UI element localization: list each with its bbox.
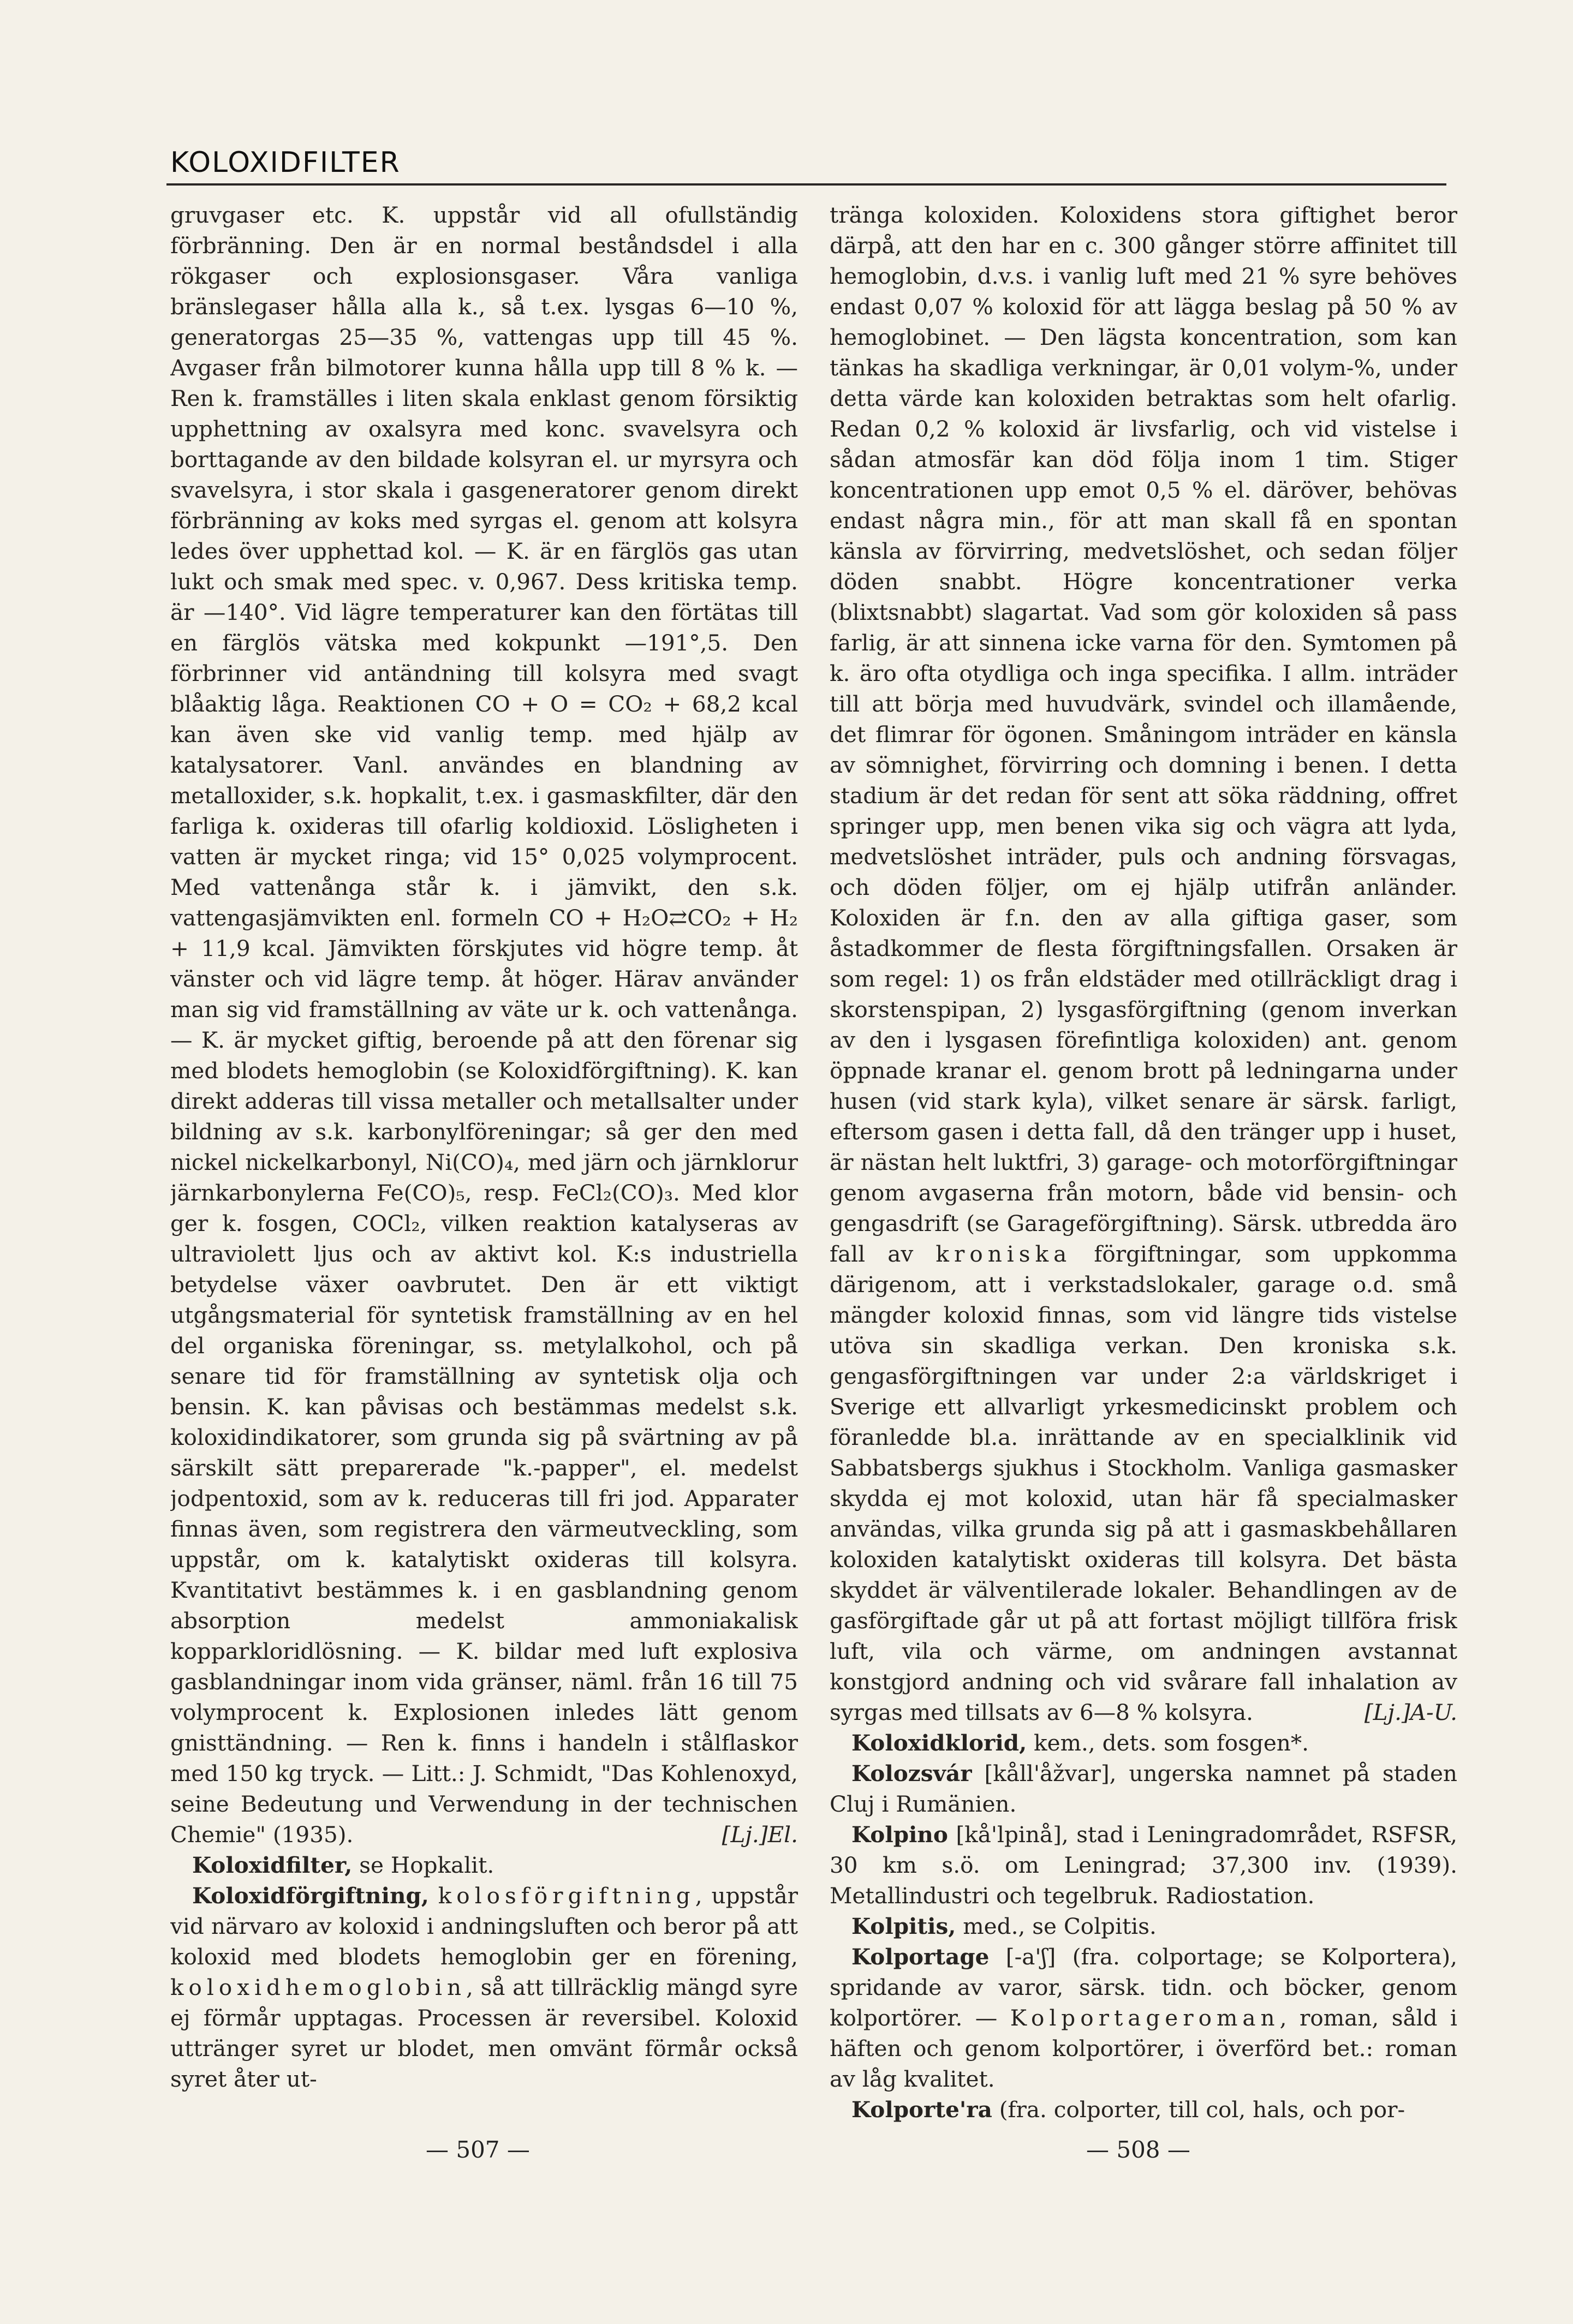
entry-text: , så att tillräcklig mängd syre ej förmår upptagas. Processen är reversibel. Koloxid uttränger syret ur blodet, men omvänt förmår också syret åter ut- — [170, 1974, 798, 2092]
entry-text: tränga koloxiden. Koloxidens stora giftighet beror därpå, att den har en c. 300 gånger större affinitet till hemoglobin, d.v.s. i vanlig luft med 21 % syre behöves endast 0,07 % koloxid för att lägga beslag på 50 % av hemoglobinet. — Den lägsta koncentration, som kan tänkas ha skadliga verkningar, är 0,01 volym-%, under detta värde kan koloxiden betraktas som helt ofarlig. Redan 0,2 % koloxid är livsfarlig, och vid vistelse i sådan atmosfär kan död följa inom 1 tim. Stiger koncentrationen upp emot 0,5 % el. däröver, behövas endast några min., för att man skall få en spontan känsla av förvirring, medvetslöshet, och sedan följer döden snabbt. Högre koncentrationer verka (blixtsnabbt) slagartat. Vad som gör koloxiden så pass farlig, är att sinnena icke varna för den. Symtomen på k. äro ofta otydliga och inga specifika. I allm. inträder till att börja med huvudvärk, svindel och illamående, det flimrar för ögonen. Småningom inträder en känsla av sömnighet, förvirring och domning i benen. I detta stadium är det redan för sent att söka räddning, offret springer upp, men benen vika sig och vägra att lyda, medvetslöshet inträder, puls och andning försvagas, och döden följer, om ej hjälp utifrån anländer. Koloxiden är f.n. den av alla giftiga gaser, som åstadkommer de flesta förgiftningsfallen. Orsaken är som regel: 1) os från eldstäder med otillräckligt drag i skorstenspipan, 2) lysgasförgiftning (genom inverkan av den i lysgasen förefintliga koloxiden) ant. genom öppnade kranar el. genom brott på ledningarna under husen (vid stark kyla), vilket senare är särsk. farligt, eftersom gasen i detta fall, då den tränger upp i huset, är nästan helt luktfri, 3) garage- och motorförgiftningar genom avgaserna från motorn, både vid bensin- och gengasdrift (se Garageförgiftning). Särsk. utbredda äro fall av — [830, 202, 1457, 1267]
left-column — [170, 200, 798, 2131]
entry-text: , roman, såld i häften och genom kolportörer, i överförd bet.: roman av låg kvalitet. — [830, 2005, 1457, 2092]
page-number-right: — 508 — — [1086, 2136, 1190, 2163]
entry-text: förgiftningar, som uppkomma därigenom, att i verkstadslokaler, garage o.d. små mängder koloxid finnas, som vid längre tids vistelse utöva sin skadliga verkan. Den kroniska s.k. gengasförgiftningen var under 2:a världskriget i Sverige ett allvarligt yrkesmedicinskt problem och föranledde bl.a. inrättande av en specialklinik vid Sabbatsbergs sjukhus i Stockholm. Vanliga gasmasker skydda ej mot koloxid, utan här få specialmasker användas, vilka grunda sig på att i gasmaskbehållaren koloxiden katalytiskt oxideras till kolsyra. Det bästa skyddet är välventilerade lokaler. Behandlingen av de gasförgiftade går ut på att fortast möjligt tillföra frisk luft, vila och värme, om andningen avstannat konstgjord andning och vid svårare fall inhalation av syrgas med tillsats av 6—8 % kolsyra. — [830, 1241, 1457, 1725]
spaced-term: koloxidhemoglobin — [170, 1974, 467, 2000]
spaced-term: kolosförgiftning — [438, 1883, 695, 1909]
entry-koloxid-text: gruvgaser etc. K. uppstår vid all ofullständig förbränning. Den är en normal beståndsdel i alla rökgaser och explosionsgaser. Våra vanliga bränslegaser hålla alla k., så t.ex. lysgas 6—10 %, generatorgas 25—35 %, vattengas upp till 45 %. Avgaser från bilmotorer kunna hålla upp till 8 % k. — Ren k. framställes i liten skala enklast genom försiktig upphettning av oxalsyra med konc. svavelsyra och borttagande av den bildade kolsyran el. ur myrsyra och svavelsyra, i stor skala i gasgeneratorer genom direkt förbränning av koks med syrgas el. genom att kolsyra ledes över upphettad kol. — K. är en färglös gas utan lukt och smak med spec. v. 0,967. Dess kritiska temp. är —140°. Vid lägre temperaturer kan den förtätas till en färglös vätska med kokpunkt —191°,5. Den förbrinner vid antändning till kolsyra med svagt blåaktig låga. Reaktionen CO + O = CO₂ + 68,2 kcal kan även ske vid vanlig temp. med hjälp av katalysatorer. Vanl. användes en blandning av metalloxider, s.k. hopkalit, t.ex. i gasmaskfilter, där den farliga k. oxideras till ofarlig koldioxid. Lösligheten i vatten är mycket ringa; vid 15° 0,025 volymprocent. Med vattenånga står k. i jämvikt, den s.k. vattengasjämvikten enl. formeln CO + H₂O⇄CO₂ + H₂ + 11,9 kcal. Jämvikten förskjutes vid högre temp. åt vänster och vid lägre temp. åt höger. Härav använder man sig vid framställning av väte ur k. och vattenånga. — K. är mycket giftig, beroende på att den förenar sig med blodets hemoglobin (se Koloxidförgiftning). K. kan direkt adderas till vissa metaller och metallsalter under bildning av s.k. karbonylföreningar; så ger den med nickel nickelkarbonyl, Ni(CO)₄, med järn och järnklorur järnkarbonylerna Fe(CO)₅, resp. FeCl₂(CO)₃. Med klor ger k. fosgen, COCl₂, vilken reaktion katalyseras av ultraviolett ljus och av aktivt kol. K:s industriella betydelse växer oavbrutet. Den är ett viktigt utgångsmaterial för syntetisk framställning av en hel del organiska föreningar, ss. metylalkohol, och på senare tid för framställning av syntetisk olja och bensin. K. kan påvisas och bestämmas medelst s.k. koloxidindikatorer, som grunda sig på svärtning av på särskilt sätt preparerade "k.-papper", el. medelst jodpentoxid, som av k. reduceras till fri jod. Apparater finnas även, som registrera den värmeutveckling, som uppstår, om k. katalytiskt oxideras till kolsyra. Kvantitativt bestämmes k. i en gasblandning genom absorption medelst ammoniakalisk kopparkloridlösning. — K. bildar med luft explosiva gasblandningar inom vida gränser, näml. från 16 till 75 volymprocent k. Explosionen inledes lätt genom gnisttändning. — Ren k. finns i handeln i stålflaskor med 150 kg tryck. — Litt.: J. Schmidt, "Das Kohlenoxyd, seine Bedeutung und Verwendung in der technischen Chemie" (1935). — [170, 202, 798, 1848]
headword: Koloxidfilter, — [192, 1852, 353, 1878]
spaced-term: Kolportageroman — [1010, 2005, 1280, 2031]
entry-kolpino — [830, 1819, 1457, 1911]
entry-text: med., se Colpitis. — [956, 1913, 1157, 1939]
entry-koloxidforgiftning — [170, 1880, 798, 2094]
headword: Kolpino — [851, 1821, 948, 1848]
spaced-term: kroniska — [936, 1241, 1072, 1267]
entry-kolpitis — [830, 1911, 1457, 1941]
entry-koloxid-continuation — [170, 200, 798, 1850]
header-rule — [166, 183, 1446, 186]
headword: Koloxidklorid, — [851, 1730, 1027, 1756]
entry-text: se Hopkalit. — [352, 1852, 494, 1878]
entry-kolozsvar — [830, 1758, 1457, 1819]
entry-text: [kåll'åžvar], ungerska namnet på staden Cluj i Rumänien. — [830, 1760, 1457, 1817]
entry-text: [-a'ʃ] (fra. colportage; se Kolportera), spridande av varor, särsk. tidn. och böcker, genom kolportörer. — — [830, 1944, 1457, 2031]
headword: Kolpitis, — [851, 1913, 956, 1939]
page-number-left: — 507 — — [426, 2136, 530, 2163]
running-header: KOLOXIDFILTER — [170, 146, 401, 179]
entry-text: (fra. colporter, till col, hals, och por- — [992, 2096, 1405, 2123]
entry-text: kem., dets. som fosgen*. — [1027, 1730, 1309, 1756]
entry-kolportage — [830, 1941, 1457, 2094]
headword: Kolozsvár — [851, 1760, 972, 1787]
entry-koloxidklorid — [830, 1728, 1457, 1758]
entry-koloxidforgiftning-continuation — [830, 200, 1457, 1728]
entry-kolportera — [830, 2094, 1457, 2125]
headword: Koloxidförgiftning, — [192, 1883, 429, 1909]
right-column — [830, 200, 1457, 2131]
headword: Kolportage — [851, 1944, 990, 1970]
headword: Kolporte'ra — [851, 2096, 992, 2123]
author-signature: [Lj.]El. — [722, 1821, 798, 1848]
entry-text: , uppstår vid närvaro av koloxid i andningsluften och beror på att koloxid med blodets hemoglobin ger en förening, — [170, 1883, 798, 1970]
entry-text: [kå'lpinå], stad i Leningradområdet, RSFSR, 30 km s.ö. om Leningrad; 37,300 inv. (1939). Metallindustri och tegelbruk. Radiostation. — [830, 1821, 1457, 1909]
author-signature: [Lj.]A-U. — [1364, 1699, 1457, 1725]
entry-koloxidfilter — [170, 1850, 798, 1880]
